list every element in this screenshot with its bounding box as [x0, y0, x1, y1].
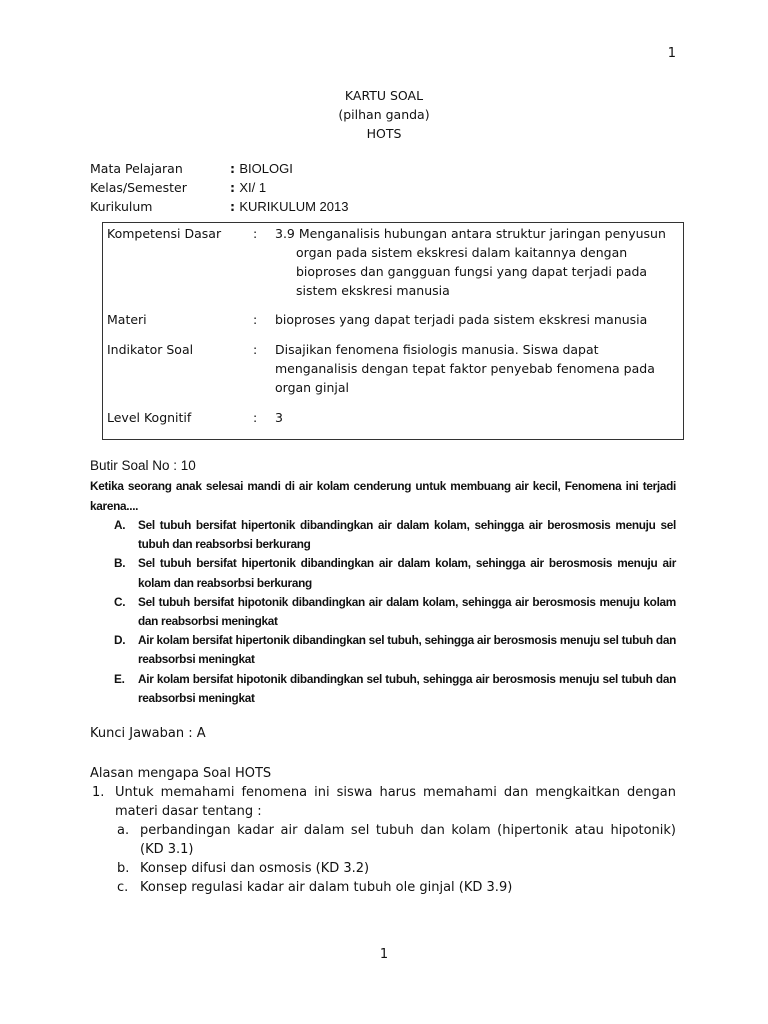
kd-row: [107, 224, 675, 300]
competency-box: [102, 222, 684, 440]
info-value: KURIKULUM 2013: [239, 199, 349, 214]
indikator-value: Disajikan fenomena fisiologis manusia. Siswa dapat menganalisis dengan tepat faktor penyebab fenomena pada organ ginjal: [275, 342, 655, 395]
level-label: Level Kognitif: [107, 410, 192, 425]
option-letter: B.: [114, 556, 126, 571]
colon: :: [253, 410, 258, 425]
colon: :: [253, 342, 258, 357]
title-line: (pilhan ganda): [338, 107, 430, 122]
option-text: Air kolam bersifat hipertonik dibandingkan sel tubuh, sehingga air berosmosis menuju sel tubuh dan reabsorbsi meningkat: [138, 633, 676, 667]
item-number: 1.: [92, 785, 105, 800]
option-letter: D.: [114, 633, 126, 648]
option-text: Sel tubuh bersifat hipertonik dibandingkan air dalam kolam, sehingga air berosmosis menuju air kolam dan reabsorbsi berkurang: [138, 556, 676, 590]
hots-reason: [90, 764, 676, 897]
option-text: Air kolam bersifat hipotonik dibandingkan sel tubuh, sehingga air berosmosis menuju sel tubuh dan reabsorbsi meningkat: [138, 671, 676, 705]
option-d: [90, 631, 676, 669]
subitem-text: Konsep regulasi kadar air dalam tubuh ole ginjal (KD 3.9): [140, 880, 513, 895]
title-line: HOTS: [366, 126, 402, 141]
colon: :: [253, 226, 258, 241]
reason-item: [90, 783, 676, 821]
subitem-letter: a.: [117, 823, 130, 838]
kd-label: Kompetensi Dasar: [107, 226, 222, 241]
info-label: Kelas/Semester: [90, 180, 187, 195]
reason-subitem: [115, 878, 676, 897]
document-title: [0, 86, 768, 143]
kd-rest: organ pada sistem ekskresi dalam kaitannya dengan bioproses dan gangguan fungsi yang dapat terjadi pada sistem ekskresi manusia: [296, 245, 648, 298]
option-a: [90, 516, 676, 554]
option-letter: A.: [114, 518, 126, 532]
materi-row: [107, 310, 675, 329]
page-number-bottom: 1: [379, 947, 389, 962]
option-c: [90, 593, 676, 631]
question-text: Ketika seorang anak selesai mandi di air kolam cenderung untuk membuang air kecil, Fenomena ini terjadi karena....: [90, 479, 676, 513]
reason-heading: Alasan mengapa Soal HOTS: [90, 766, 272, 781]
info-value: XI/ 1: [239, 180, 267, 195]
info-row: Kelas/Semester : XI/ 1: [90, 180, 267, 195]
materi-value: bioproses yang dapat terjadi pada sistem ekskresi manusia: [275, 312, 648, 327]
option-e: [90, 670, 676, 708]
options-list: [90, 516, 676, 708]
reason-subitem: [115, 859, 676, 878]
subitem-text: Konsep difusi dan osmosis (KD 3.2): [140, 861, 370, 876]
info-label: Mata Pelajaran: [90, 161, 183, 176]
item-text: Untuk memahami fenomena ini siswa harus memahami dan mengkaitkan dengan materi dasar tentang :: [115, 785, 676, 819]
level-value: 3: [275, 410, 283, 425]
info-value: BIOLOGI: [239, 161, 293, 176]
option-b: [90, 554, 676, 592]
kd-value: [275, 224, 675, 300]
option-text: Sel tubuh bersifat hipotonik dibandingkan air dalam kolam, sehingga air berosmosis menuju kolam dan reabsorbsi meningkat: [138, 594, 676, 629]
indikator-row: [107, 340, 655, 397]
kd-first: 3.9 Menganalisis hubungan antara struktur jaringan penyusun: [275, 226, 666, 241]
colon: :: [253, 312, 258, 327]
materi-label: Materi: [107, 312, 147, 327]
reason-subitem: [115, 821, 676, 859]
info-row: Mata Pelajaran : BIOLOGI: [90, 161, 293, 176]
option-letter: E.: [114, 671, 125, 686]
info-row: Kurikulum : KURIKULUM 2013: [90, 199, 349, 214]
level-row: [107, 408, 675, 427]
option-text: Sel tubuh bersifat hipertonik dibandingkan air dalam kolam, sehingga air berosmosis menuju sel tubuh dan reabsorbsi berkurang: [138, 518, 676, 552]
info-block: [90, 159, 348, 216]
indikator-label: Indikator Soal: [107, 342, 194, 357]
subitem-letter: b.: [117, 861, 130, 876]
title-line: KARTU SOAL: [344, 88, 424, 103]
info-label: Kurikulum: [90, 199, 153, 214]
question-number: Butir Soal No : 10: [90, 458, 196, 473]
subitem-text: perbandingan kadar air dalam sel tubuh dan kolam (hipertonik atau hipotonik) (KD 3.1): [140, 823, 676, 857]
answer-key: Kunci Jawaban : A: [90, 726, 206, 741]
option-letter: C.: [114, 594, 126, 609]
subitem-letter: c.: [117, 880, 129, 895]
page-number-top: 1: [667, 46, 676, 61]
